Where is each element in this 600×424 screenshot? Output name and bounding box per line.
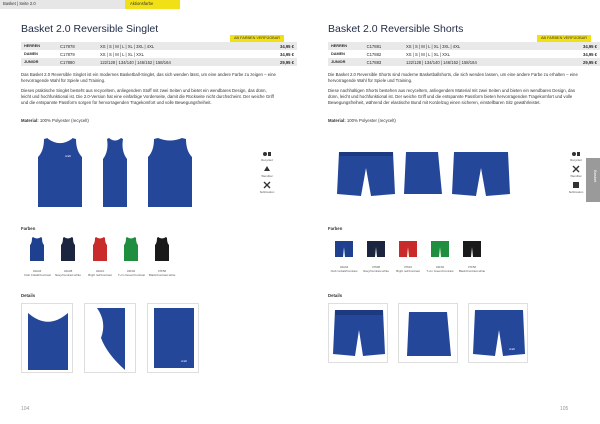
price: 34,95 € (570, 42, 600, 50)
table-row (21, 50, 297, 58)
row-label: JUNIOR (328, 58, 364, 66)
description-body: Diese nachhaltigen Shorts bestehen aus recyceltem, anliegendem Material mit zwei Seiten und bieten ein wendbares Design, das dünn, leicht und hochfunktional ist. Der weiche Griff und die entspannte Passform bieten hervorragenden Tragekomfort und volle Bewegungsfreiheit, während der elastische Bund mit Kordelzug einen sicheren, einstellbaren Sitz gewährleistet. (328, 88, 575, 105)
swatch-name: Navy/Contrast white (363, 269, 389, 273)
material-label: Material: (21, 118, 39, 123)
singlet-neck-detail (22, 304, 74, 374)
article-code: C17880 (57, 58, 97, 66)
swatch-name: T-cm Green/Contrast (426, 269, 454, 273)
spec-table (328, 42, 600, 66)
singlet-swatch-image (60, 236, 76, 262)
color-swatch[interactable] (426, 240, 454, 273)
price: 34,95 € (583, 51, 597, 57)
singlet-swatch-image (92, 236, 108, 262)
row-label: DAMEN (24, 52, 38, 56)
description-intro: Das Basket 2.0 Reversible Singlet ist ein modernes Basketball-Singlet, das sich wenden lässt, um eine andere Farbe zu zeigen – eine hervorragende Wahl für Spiele und Training. (21, 72, 276, 83)
shorts-swatch-image (462, 240, 482, 258)
color-swatch[interactable] (362, 240, 390, 273)
table-row (21, 42, 297, 50)
article-code: C17879 (60, 51, 75, 57)
color-swatch[interactable] (394, 240, 422, 273)
material-value: 100% Polyester (recycelt) (39, 118, 89, 123)
row-label: JUNIOR (21, 58, 57, 66)
icon-label: Recycled (570, 158, 582, 162)
singlet-back-image (140, 135, 200, 210)
header-breadcrumb: Basket | Seite 2.0 (3, 1, 36, 6)
price: 29,95 € (570, 58, 600, 66)
table-row (328, 42, 600, 50)
detail-image (84, 303, 136, 373)
sublimation-icon (572, 181, 580, 189)
icon-label: Wendbar (570, 174, 582, 178)
reversible-icon (263, 165, 271, 173)
icon-label: Recycled (261, 158, 273, 162)
sublimation-icon (263, 181, 271, 189)
shorts-side-image (400, 150, 445, 198)
icon-label: Sublimation (568, 190, 584, 194)
swatch-name: Black/Contrast white (149, 273, 176, 277)
material-line (21, 118, 89, 123)
swatch-code: 34F02 (435, 265, 445, 269)
feature-icons (565, 150, 587, 194)
spec-table (21, 42, 297, 66)
article-code: C17883 (364, 58, 403, 66)
swatch-name: Black/Contrast white (458, 269, 486, 273)
shorts-swatch-image (334, 240, 354, 258)
page-number: 105 (560, 406, 569, 412)
singlet-front-image (30, 135, 90, 210)
price: 34,95 € (267, 42, 297, 50)
material-label: Material: (328, 118, 346, 123)
color-swatch[interactable] (330, 240, 358, 273)
material-value: 100% Polyester (recycelt) (346, 118, 396, 123)
page-title: Basket 2.0 Reversible Singlet (21, 23, 159, 35)
sizes: 122/128 | 134/140 | 146/152 | 158/164 (97, 58, 267, 66)
singlet-swatch-image (123, 236, 139, 262)
table-row (21, 58, 297, 66)
sizes: XS | S | M | L | XL | XXL (406, 51, 450, 57)
shorts-front-image (335, 150, 397, 198)
detail-image (328, 303, 388, 363)
sizes: XS | S | M | L | XL | 3XL | 4XL (97, 42, 267, 50)
recycle-icon (262, 150, 272, 157)
swatch-code: 37F56 (467, 265, 477, 269)
sizes: XS | S | M | L | XL | XXL (100, 51, 144, 57)
swatch-code: 37608 (371, 265, 381, 269)
article-code: C17878 (57, 42, 97, 50)
description-intro: Die Basket 2.0 Reversible Shorts sind moderne Basketballshorts, die sich wenden lassen, um eine andere Farbe zu erhalten – eine hervorragende Wahl für Spiele und Training. (328, 72, 578, 83)
description-body: Dieses praktische Singlet besteht aus recyceltem, anliegendem Stoff mit zwei Seiten und bietet ein wendbares Design, das dünn, leicht und hochfunktional ist. Die 2.0-Version hat eine einfarbige Vorderseite, damit die Rückseite nicht durchscheint. Der weiche Griff und die entspannte Passform sorgen für hervorragenden Tragekomfort und volle Bewegungsfreiheit. (21, 88, 274, 105)
row-label: DAMEN (331, 52, 345, 56)
swatch-code: 37F56 (157, 269, 167, 273)
color-swatch[interactable] (87, 236, 113, 277)
colors-heading: Farben (21, 226, 36, 231)
swatch-name: Navy/Contrast white (55, 273, 81, 277)
table-row (328, 58, 600, 66)
icon-label: Wendbar (261, 174, 273, 178)
swatch-name: T-cm Green/Contrast (118, 273, 145, 277)
article-code: C17882 (366, 51, 382, 57)
price: 29,95 € (267, 58, 297, 66)
colors-heading: Farben (328, 226, 343, 231)
singlet-side-image (95, 135, 135, 210)
icon-label: Sublimation (259, 190, 275, 194)
shorts-hem-detail (469, 304, 529, 364)
availability-badge: AB FARBEN VERFÜGBAR (537, 35, 591, 42)
feature-icons (256, 150, 278, 194)
details-heading: Details (328, 293, 343, 298)
detail-image (147, 303, 199, 373)
reversible-icon (572, 165, 580, 173)
swatch-name: Club Cobalt/Contrast (24, 273, 51, 277)
color-swatch[interactable] (149, 236, 175, 277)
availability-badge: AB FARBEN VERFÜGBAR (230, 35, 284, 42)
header-tag: Aktionsfarbe (130, 1, 154, 6)
detail-image (468, 303, 528, 363)
material-line (328, 118, 396, 123)
page-title: Basket 2.0 Reversible Shorts (328, 23, 464, 35)
detail-image (21, 303, 73, 373)
swatch-code: 34A04 (339, 265, 349, 269)
article-code: C17881 (364, 42, 403, 50)
swatch-code: 34A04 (32, 269, 42, 273)
sizes: XS | S | M | L | XL | 3XL | 4XL (403, 42, 570, 50)
swatch-name: Club Cobalt/Contrast (330, 269, 358, 273)
shorts-swatch-image (398, 240, 418, 258)
singlet-armhole-detail (85, 304, 137, 374)
price: 34,95 € (280, 51, 294, 57)
svg-text:craft: craft (181, 359, 187, 363)
shorts-swatch-image (430, 240, 450, 258)
details-heading: Details (21, 293, 36, 298)
row-label: HERREN (21, 42, 57, 50)
svg-text:craft: craft (509, 347, 515, 351)
sizes: 122/128 | 134/140 | 146/152 | 158/164 (403, 58, 570, 66)
singlet-swatch-image (29, 236, 45, 262)
shorts-waistband-detail (329, 304, 389, 364)
swatch-code: 37610 (403, 265, 413, 269)
table-row (328, 50, 600, 58)
swatch-name: Brght red/Contrast (88, 273, 112, 277)
color-swatch[interactable] (55, 236, 81, 277)
row-label: HERREN (328, 42, 364, 50)
color-swatch[interactable] (458, 240, 486, 273)
color-swatch[interactable] (24, 236, 50, 277)
color-swatch[interactable] (118, 236, 144, 277)
shorts-swatch-image (366, 240, 386, 258)
swatch-name: Brght red/Contrast (396, 269, 420, 273)
singlet-swatch-image (154, 236, 170, 262)
swatch-code: 34A10 (95, 269, 105, 273)
right-page (300, 0, 600, 424)
side-tab-label: Basket (593, 170, 598, 183)
page-number: 104 (21, 406, 30, 412)
detail-image (398, 303, 458, 363)
shorts-back-image (450, 150, 512, 198)
shorts-side-detail (399, 304, 459, 364)
swatch-code: 34A08 (63, 269, 73, 273)
swatch-code: 34F02 (126, 269, 136, 273)
svg-text:craft: craft (65, 154, 71, 158)
recycle-icon (571, 150, 581, 157)
singlet-hem-detail (148, 304, 200, 374)
